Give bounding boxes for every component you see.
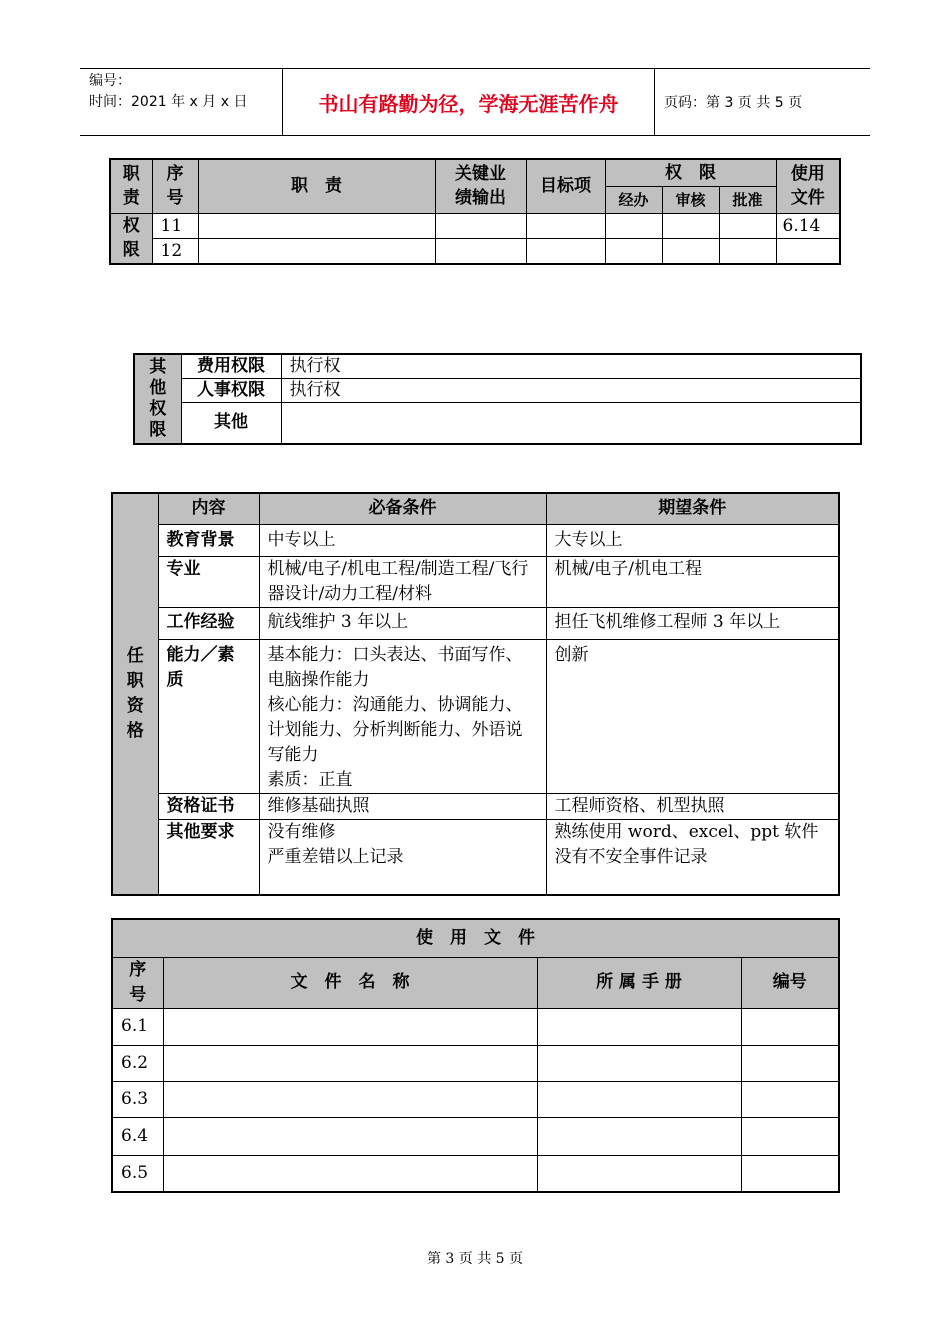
header-content: 内容	[158, 493, 259, 524]
table-row	[112, 1155, 839, 1192]
expected-line: 没有不安全事件记录	[554, 846, 708, 867]
section-label-authority: 权 限	[110, 213, 152, 264]
row-expected: 担任飞机维修工程师 3 年以上	[546, 607, 839, 639]
table-header-row	[112, 493, 839, 524]
section-label-duty: 职 责	[110, 159, 152, 213]
row-seq: 6.4	[112, 1117, 163, 1155]
other-authority-table	[133, 353, 862, 445]
page-footer: 第 3 页 共 5 页	[426, 1251, 524, 1267]
row-label: 资格证书	[158, 793, 259, 819]
row-required: 航线维护 3 年以上	[259, 607, 546, 639]
header-kpi: 关键业 绩输出	[435, 159, 526, 213]
page-label: 页码：第 3 页 共 5 页	[664, 95, 803, 111]
table-row	[112, 524, 839, 556]
row-required	[259, 819, 546, 895]
page-header	[80, 68, 870, 136]
row-expected: 创新	[546, 639, 839, 793]
table-row	[112, 1117, 839, 1155]
documents-title: 使 用 文 件	[112, 919, 839, 957]
row-doc	[776, 238, 840, 264]
row-seq: 12	[152, 238, 198, 264]
row-value: 执行权	[281, 354, 861, 379]
table-row	[134, 379, 861, 403]
table-row	[112, 793, 839, 819]
header-handle: 经办	[605, 186, 662, 213]
row-seq: 6.2	[112, 1045, 163, 1081]
row-value: 执行权	[281, 379, 861, 403]
header-authority: 权 限	[605, 159, 776, 186]
row-label: 费用权限	[181, 354, 281, 379]
header-docs: 使用 文件	[776, 159, 840, 213]
header-target: 目标项	[526, 159, 605, 213]
table-row	[112, 1045, 839, 1081]
header-approve: 批准	[719, 186, 776, 213]
row-label: 教育背景	[158, 524, 259, 556]
expected-line: 熟练使用 word、excel、ppt 软件	[554, 821, 819, 842]
header-seq: 序 号	[112, 957, 163, 1008]
time-label: 时间：2021 年 x 月 x 日	[89, 94, 248, 110]
row-required	[259, 639, 546, 793]
row-required: 机械/电子/机电工程/制造工程/飞行器设计/动力工程/材料	[259, 556, 546, 607]
header-duty: 职 责	[198, 159, 435, 213]
required-line: 没有维修	[267, 821, 336, 842]
authority-table	[109, 158, 841, 265]
row-expected	[546, 819, 839, 895]
table-row	[112, 639, 839, 793]
row-required: 中专以上	[259, 524, 546, 556]
required-line: 严重差错以上记录	[267, 846, 404, 867]
row-label: 工作经验	[158, 607, 259, 639]
row-label: 其他要求	[158, 819, 259, 895]
row-seq: 11	[152, 213, 198, 238]
row-label: 人事权限	[181, 379, 281, 403]
row-seq: 6.1	[112, 1008, 163, 1045]
header-manual: 所 属 手 册	[537, 957, 741, 1008]
row-seq: 6.5	[112, 1155, 163, 1192]
header-review: 审核	[662, 186, 719, 213]
row-expected: 机械/电子/机电工程	[546, 556, 839, 607]
required-line: 素质：正直	[267, 769, 353, 790]
row-expected: 工程师资格、机型执照	[546, 793, 839, 819]
row-required: 维修基础执照	[259, 793, 546, 819]
table-row	[112, 1081, 839, 1117]
documents-table	[111, 918, 840, 1193]
row-seq: 6.3	[112, 1081, 163, 1117]
row-value	[281, 403, 861, 444]
row-label: 专业	[158, 556, 259, 607]
header-code: 编号	[741, 957, 839, 1008]
number-label: 编号：	[89, 73, 131, 89]
table-row	[112, 607, 839, 639]
header-expected: 期望条件	[546, 493, 839, 524]
row-label: 其他	[181, 403, 281, 444]
header-meta	[80, 69, 283, 135]
row-label: 能力／素质	[158, 639, 259, 793]
section-label-other: 其 他 权 限	[134, 354, 181, 444]
qualifications-table	[111, 492, 840, 896]
required-line: 核心能力：沟通能力、协调能力、计划能力、分析判断能力、外语说写能力	[267, 694, 523, 765]
table-row	[112, 556, 839, 607]
table-row	[134, 354, 861, 379]
table-row	[112, 1008, 839, 1045]
table-row	[110, 238, 840, 264]
header-seq: 序 号	[152, 159, 198, 213]
table-row	[110, 213, 840, 238]
required-line: 基本能力：口头表达、书面写作、电脑操作能力	[267, 644, 523, 690]
header-required: 必备条件	[259, 493, 546, 524]
section-label-qualifications: 任 职 资 格	[112, 493, 158, 895]
header-name: 文 件 名 称	[163, 957, 537, 1008]
motto: 书山有路勤为径，学海无涯苦作舟	[283, 69, 655, 135]
row-expected: 大专以上	[546, 524, 839, 556]
table-row	[134, 403, 861, 444]
row-doc: 6.14	[776, 213, 840, 238]
table-row	[112, 819, 839, 895]
